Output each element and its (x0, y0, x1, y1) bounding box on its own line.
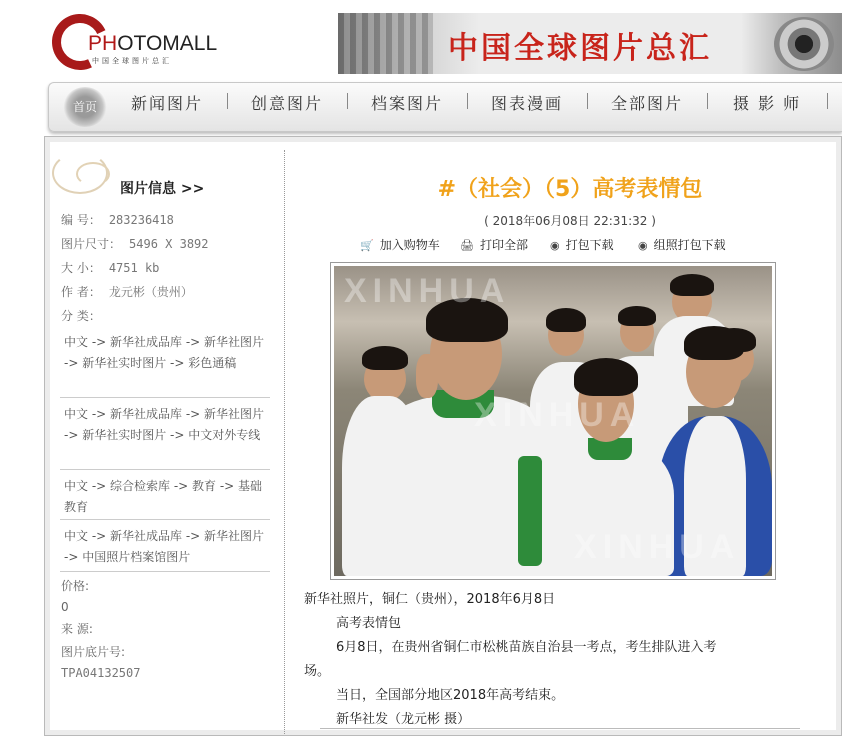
photo-figure (546, 308, 586, 332)
banner-title: 中国全球图片总汇 (448, 31, 712, 66)
nav-item-photographers[interactable]: 摄 影 师 (733, 94, 802, 113)
image-title: #（社会）（5）高考表情包 (437, 177, 703, 202)
author-row (61, 283, 193, 300)
source-label: 来 源: (61, 622, 93, 636)
photo-figure (416, 354, 438, 398)
caption-line: 新华社发（龙元彬 摄） (336, 712, 471, 727)
photomall-logo[interactable] (52, 14, 242, 72)
category-item[interactable]: 中文 -> 新华社成品库 -> 新华社图片 -> 新华社实时图片 -> 彩色通稿 (60, 330, 270, 398)
photo-watermark: XINHUA (344, 272, 511, 310)
filesize-label: 大 小： (61, 261, 101, 275)
logo-subtitle: 中国全球图片总汇 (92, 57, 172, 65)
size-value: 5496 X 3892 (129, 237, 209, 251)
logo-wordmark: PHOTOMALL (88, 32, 218, 55)
nav-item-all[interactable]: 全部图片 (611, 94, 684, 113)
cart-icon: 🛒 (360, 239, 374, 252)
header-banner (338, 13, 842, 74)
main-nav (48, 82, 842, 132)
price-label: 价格: (61, 579, 90, 593)
news-photo[interactable] (334, 266, 772, 576)
size-label: 图片尺寸： (61, 237, 122, 251)
image-datetime: ( 2018年06月08日 22:31:32 ) (484, 214, 656, 228)
id-value: 283236418 (108, 213, 174, 227)
caption-line: 6月8日，在贵州省铜仁市松桃苗族自治县一考点，考生排队进入考 (336, 640, 717, 655)
photo-figure (518, 456, 542, 566)
negative-value: TPA04132507 (61, 666, 141, 680)
id-label: 编 号： (61, 213, 101, 227)
nav-item-charts-comics[interactable]: 图表漫画 (491, 94, 564, 113)
photo-figure (618, 306, 656, 326)
film-strip-icon (338, 13, 433, 74)
photo-frame (330, 262, 776, 580)
image-info-title: 图片信息 >> (120, 181, 205, 197)
download-icon: ◉ (638, 239, 648, 252)
nav-separator (707, 93, 708, 109)
photo-figure (684, 326, 744, 360)
photo-figure (574, 358, 638, 396)
download-icon: ◉ (550, 239, 560, 252)
category-label: 分 类： (61, 309, 101, 323)
category-item[interactable]: 中文 -> 综合检索库 -> 教育 -> 基础教育 (60, 474, 270, 520)
nav-item-creative[interactable]: 创意图片 (251, 94, 324, 113)
category-item[interactable]: 中文 -> 新华社成品库 -> 新华社图片 -> 中国照片档案馆图片 (60, 524, 270, 572)
author-value: 龙元彬（贵州） (108, 285, 193, 299)
add-to-cart-button[interactable]: 🛒 加入购物车 (360, 238, 440, 252)
photo-figure (362, 346, 408, 370)
cloud-ornament-icon (76, 162, 110, 186)
pack-download-button[interactable]: ◉ 打包下载 (550, 238, 614, 252)
camera-lens-icon (774, 17, 834, 71)
negative-label: 图片底片号: (61, 645, 126, 659)
nav-separator (587, 93, 588, 109)
id-row (61, 211, 174, 228)
caption-line: 当日，全国部分地区2018年高考结束。 (336, 688, 565, 703)
nav-separator (347, 93, 348, 109)
author-label: 作 者： (61, 285, 101, 299)
nav-separator (467, 93, 468, 109)
category-item[interactable]: 中文 -> 新华社成品库 -> 新华社图片 -> 新华社实时图片 -> 中文对外专线 (60, 402, 270, 470)
photo-watermark: XINHUA (474, 396, 641, 434)
nav-home[interactable]: 首页 (63, 87, 107, 127)
caption-line: 高考表情包 (336, 616, 402, 631)
filesize-value: 4751 kb (108, 261, 160, 275)
photo-figure (670, 274, 714, 296)
nav-item-news[interactable]: 新闻图片 (131, 94, 204, 113)
group-pack-download-button[interactable]: ◉ 组照打包下载 (638, 238, 726, 252)
content-bottom-rule (320, 728, 800, 729)
nav-separator (227, 93, 228, 109)
size-row (61, 235, 209, 252)
price-value: 0 (61, 600, 69, 614)
filesize-row (61, 259, 159, 276)
column-divider (284, 150, 285, 734)
printer-icon: 🖨 (460, 239, 474, 252)
caption-line: 新华社照片，铜仁（贵州），2018年6月8日 (304, 592, 556, 607)
photo-watermark: XINHUA (574, 528, 741, 566)
caption-line: 场。 (304, 664, 331, 679)
nav-item-archive[interactable]: 档案图片 (371, 94, 444, 113)
nav-separator (827, 93, 828, 109)
print-all-button[interactable]: 🖨 打印全部 (460, 238, 528, 252)
